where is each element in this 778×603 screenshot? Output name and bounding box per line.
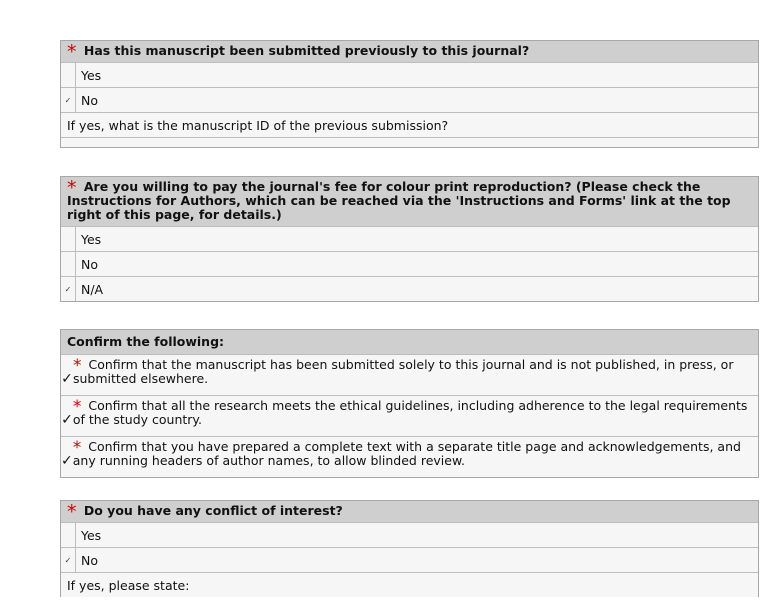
confirm-text: Confirm that all the research meets the ethical guidelines, including adherence to the legal requirements of the study country. (72, 398, 748, 427)
checkbox-sole-submission[interactable]: ✓ (61, 371, 73, 387)
question-header (61, 41, 758, 62)
question-header (61, 177, 758, 226)
option-label: Yes (81, 231, 102, 247)
required-marker: * (67, 41, 77, 63)
required-marker: * (73, 356, 82, 376)
option-yes[interactable] (61, 226, 758, 251)
option-label: No (81, 552, 98, 568)
radio-no[interactable]: ✓ (61, 548, 76, 572)
followup-label: If yes, please state: (61, 572, 758, 597)
option-na[interactable] (61, 276, 758, 301)
confirm-section (60, 329, 759, 478)
required-marker: * (72, 438, 82, 458)
option-label: No (81, 92, 98, 108)
radio-no[interactable] (61, 252, 76, 276)
required-marker: * (72, 397, 82, 417)
radio-yes[interactable] (61, 523, 76, 547)
question-colour-fee (60, 176, 759, 302)
confirm-text: Confirm that you have prepared a complete text with a separate title page and acknowledgements, and any running headers of author names, to allow blinded review. (72, 439, 741, 468)
radio-yes[interactable] (61, 63, 76, 87)
confirm-heading: Confirm the following: (61, 330, 758, 354)
option-label: N/A (81, 281, 104, 297)
option-label: No (81, 256, 98, 272)
option-label: Yes (81, 527, 102, 543)
required-marker: * (67, 177, 77, 199)
radio-no[interactable]: ✓ (61, 88, 76, 112)
confirm-item[interactable] (61, 395, 758, 436)
option-no[interactable] (61, 87, 758, 112)
radio-yes[interactable] (61, 227, 76, 251)
followup-label: If yes, what is the manuscript ID of the previous submission? (61, 112, 758, 137)
question-text: Has this manuscript been submitted previously to this journal? (83, 43, 530, 58)
option-yes[interactable] (61, 522, 758, 547)
question-prior-submission (60, 40, 759, 148)
confirm-text: Confirm that the manuscript has been submitted solely to this journal and is not published, in press, or submitted elsewhere. (73, 357, 734, 386)
option-no[interactable] (61, 547, 758, 572)
radio-na[interactable]: ✓ (61, 277, 76, 301)
manuscript-id-field[interactable] (61, 137, 758, 147)
required-marker: * (67, 501, 77, 523)
confirm-item[interactable] (61, 436, 758, 477)
option-label: Yes (81, 67, 102, 83)
option-no[interactable] (61, 251, 758, 276)
question-conflict-of-interest (60, 500, 759, 597)
checkbox-ethical-guidelines[interactable]: ✓ (61, 412, 73, 428)
confirm-item[interactable] (61, 354, 758, 395)
checkbox-blinded-review[interactable]: ✓ (61, 453, 73, 469)
question-text: Are you willing to pay the journal's fee for colour print reproduction? (Please check the Instructions for Authors, which can be reached via the 'Instructions and Forms' link at the top right of this page, for details.) (67, 179, 731, 222)
option-yes[interactable] (61, 62, 758, 87)
question-header (61, 501, 758, 522)
question-text: Do you have any conflict of interest? (83, 503, 343, 518)
